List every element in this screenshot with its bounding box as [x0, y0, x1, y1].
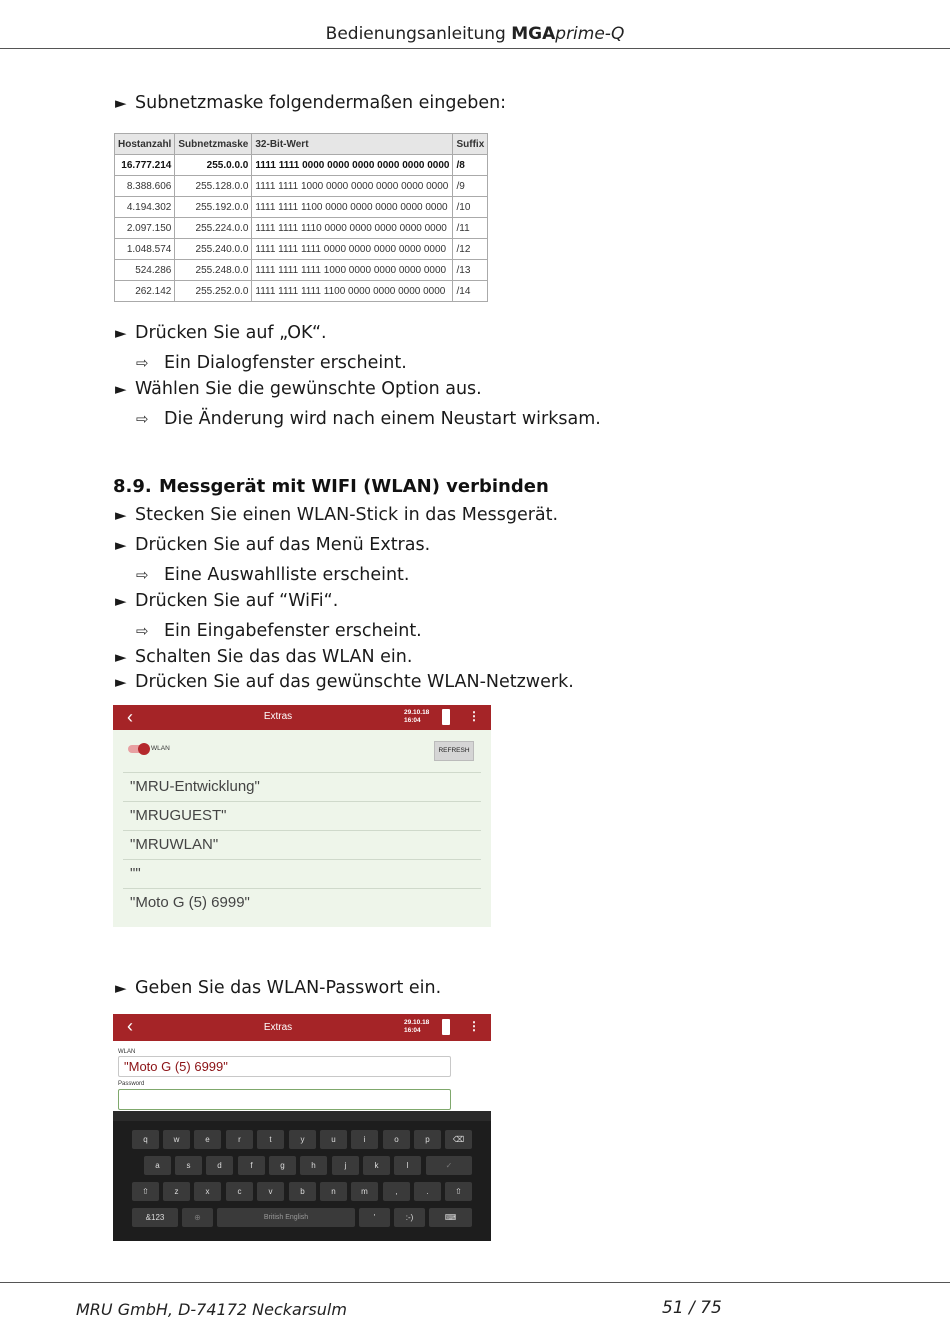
network-item[interactable]: "MRU-Entwicklung" — [123, 772, 481, 800]
result-arrow-icon: ⇨ — [136, 566, 149, 584]
step-select-network: ► Drücken Sie auf das gewünschte WLAN-Netzwerk. — [115, 672, 574, 692]
table-header-cell: 32-Bit-Wert — [252, 134, 453, 155]
subnet-table-image — [114, 133, 488, 307]
wlan-password-screenshot — [113, 1014, 491, 1241]
enter-key-check-icon[interactable]: ✓ — [426, 1156, 472, 1175]
wlan-toggle-label: WLAN — [151, 745, 170, 752]
table-cell: 1111 1111 1110 0000 0000 0000 0000 0000 — [252, 218, 453, 239]
battery-icon — [442, 1019, 450, 1035]
table-row — [115, 281, 488, 302]
table-cell: 8.388.606 — [115, 176, 175, 197]
symbols-key[interactable]: &123 — [132, 1208, 178, 1227]
network-item[interactable]: "MRUWLAN" — [123, 830, 481, 858]
key-comma[interactable]: , — [383, 1182, 410, 1201]
table-cell: 1111 1111 1111 1000 0000 0000 0000 0000 — [252, 260, 453, 281]
table-cell: 255.252.0.0 — [175, 281, 252, 302]
step-enter-password: ► Geben Sie das WLAN-Passwort ein. — [115, 978, 442, 998]
more-menu-icon[interactable]: ⋮ — [468, 1019, 480, 1033]
key-u[interactable]: u — [320, 1130, 347, 1149]
step-press-ok: ► Drücken Sie auf „OK“. — [115, 323, 327, 343]
network-item[interactable]: "MRUGUEST" — [123, 801, 481, 829]
section-number: 8.9. — [113, 476, 152, 497]
key-q[interactable]: q — [132, 1130, 159, 1149]
step-arrow-icon: ► — [115, 324, 127, 342]
table-cell: 524.286 — [115, 260, 175, 281]
table-cell: 255.192.0.0 — [175, 197, 252, 218]
step-insert-stick: ► Stecken Sie einen WLAN-Stick in das Messgerät. — [115, 505, 559, 525]
table-cell: 1111 1111 1111 0000 0000 0000 0000 0000 — [252, 239, 453, 260]
network-item[interactable]: "" — [123, 859, 481, 887]
on-screen-keyboard — [113, 1111, 491, 1241]
result-arrow-icon: ⇨ — [136, 622, 149, 640]
step-arrow-icon: ► — [115, 648, 127, 666]
table-cell: 1111 1111 1000 0000 0000 0000 0000 0000 — [252, 176, 453, 197]
date-time: 29.10.18 16:04 — [404, 1019, 430, 1034]
key-d[interactable]: d — [206, 1156, 233, 1175]
key-a[interactable]: a — [144, 1156, 171, 1175]
header-model: prime-Q — [555, 24, 625, 44]
table-cell: 1.048.574 — [115, 239, 175, 260]
step-select-option: ► Wählen Sie die gewünschte Option aus. — [115, 379, 482, 399]
step-arrow-icon: ► — [115, 94, 127, 112]
back-arrow-icon[interactable]: ‹ — [127, 707, 133, 727]
table-cell: 255.224.0.0 — [175, 218, 252, 239]
footer-company: MRU GmbH, D-74172 Neckarsulm — [76, 1300, 347, 1319]
table-cell: 255.240.0.0 — [175, 239, 252, 260]
smiley-key[interactable]: :-) — [394, 1208, 425, 1227]
key-c[interactable]: c — [226, 1182, 253, 1201]
table-cell: /9 — [453, 176, 488, 197]
table-row — [115, 155, 488, 176]
step-arrow-icon: ► — [115, 592, 127, 610]
key-p[interactable]: p — [414, 1130, 441, 1149]
table-cell: /11 — [453, 218, 488, 239]
more-menu-icon[interactable]: ⋮ — [468, 709, 480, 723]
key-w[interactable]: w — [163, 1130, 190, 1149]
key-e[interactable]: e — [194, 1130, 221, 1149]
step-subnet-intro: ► Subnetzmaske folgendermaßen eingeben: — [115, 93, 507, 113]
shift-right-key-icon[interactable]: ⇧ — [445, 1182, 472, 1201]
key-h[interactable]: h — [300, 1156, 327, 1175]
table-cell: 4.194.302 — [115, 197, 175, 218]
key-t[interactable]: t — [257, 1130, 284, 1149]
shift-left-key-icon[interactable]: ⇧ — [132, 1182, 159, 1201]
wlan-toggle[interactable] — [128, 745, 148, 753]
result-dialog: ⇨ Ein Dialogfenster erscheint. — [136, 353, 407, 373]
table-cell: 255.0.0.0 — [175, 155, 252, 176]
page-header — [0, 24, 950, 44]
key-l[interactable]: l — [394, 1156, 421, 1175]
apostrophe-key[interactable]: ' — [359, 1208, 390, 1227]
table-cell: 262.142 — [115, 281, 175, 302]
table-row — [115, 218, 488, 239]
header-brand: MGA — [511, 24, 556, 44]
table-cell: /10 — [453, 197, 488, 218]
table-cell: 2.097.150 — [115, 218, 175, 239]
table-header-cell: Suffix — [453, 134, 488, 155]
wlan-list-screenshot — [113, 705, 491, 927]
result-arrow-icon: ⇨ — [136, 410, 149, 428]
header-prefix: Bedienungsanleitung — [325, 24, 512, 44]
refresh-button[interactable]: REFRESH — [434, 741, 474, 761]
globe-key-icon[interactable]: ⊕ — [182, 1208, 213, 1227]
footer-divider — [0, 1282, 950, 1283]
table-row — [115, 239, 488, 260]
key-n[interactable]: n — [320, 1182, 347, 1201]
result-selection-list: ⇨ Eine Auswahlliste erscheint. — [136, 565, 410, 585]
back-arrow-icon[interactable]: ‹ — [127, 1016, 133, 1036]
key-period[interactable]: . — [414, 1182, 441, 1201]
header-divider — [0, 48, 950, 49]
step-arrow-icon: ► — [115, 673, 127, 691]
step-press-extras: ► Drücken Sie auf das Menü Extras. — [115, 535, 431, 555]
table-header-cell: Hostanzahl — [115, 134, 175, 155]
key-s[interactable]: s — [175, 1156, 202, 1175]
backspace-key-icon[interactable]: ⌫ — [445, 1130, 472, 1149]
screen-title: Extras — [263, 711, 293, 722]
network-item[interactable]: "Moto G (5) 6999" — [123, 888, 481, 916]
key-z[interactable]: z — [163, 1182, 190, 1201]
table-cell: /12 — [453, 239, 488, 260]
app-top-bar — [113, 705, 491, 730]
table-cell: /13 — [453, 260, 488, 281]
date-time: 29.10.18 16:04 — [404, 709, 430, 724]
step-arrow-icon: ► — [115, 506, 127, 524]
step-arrow-icon: ► — [115, 380, 127, 398]
key-j[interactable]: j — [332, 1156, 359, 1175]
table-cell: 1111 1111 1111 1100 0000 0000 0000 0000 — [252, 281, 453, 302]
password-field[interactable] — [118, 1089, 451, 1110]
table-cell: /14 — [453, 281, 488, 302]
key-i[interactable]: i — [351, 1130, 378, 1149]
table-row — [115, 176, 488, 197]
step-press-wifi: ► Drücken Sie auf “WiFi“. — [115, 591, 339, 611]
space-key[interactable]: British English — [217, 1208, 355, 1227]
subnet-table — [114, 133, 488, 302]
table-cell: 255.248.0.0 — [175, 260, 252, 281]
key-x[interactable]: x — [194, 1182, 221, 1201]
keyboard-top-strip — [113, 1111, 491, 1121]
result-restart: ⇨ Die Änderung wird nach einem Neustart wirksam. — [136, 409, 601, 429]
table-cell: 16.777.214 — [115, 155, 175, 176]
screen-title: Extras — [263, 1022, 293, 1033]
key-m[interactable]: m — [351, 1182, 378, 1201]
table-row — [115, 197, 488, 218]
result-input-window: ⇨ Ein Eingabefenster erscheint. — [136, 621, 422, 641]
password-field-label: Password — [118, 1081, 145, 1087]
table-cell: 1111 1111 1100 0000 0000 0000 0000 0000 — [252, 197, 453, 218]
step-enable-wlan: ► Schalten Sie das das WLAN ein. — [115, 647, 413, 667]
table-cell: 1111 1111 0000 0000 0000 0000 0000 0000 — [252, 155, 453, 176]
keyboard-hide-key-icon[interactable]: ⌨ — [429, 1208, 472, 1227]
key-b[interactable]: b — [289, 1182, 316, 1201]
key-y[interactable]: y — [289, 1130, 316, 1149]
battery-icon — [442, 709, 450, 725]
footer-page-number: 51 / 75 — [662, 1298, 722, 1318]
table-header-row — [115, 134, 488, 155]
wlan-field-label: WLAN — [118, 1049, 136, 1055]
toggle-knob — [138, 743, 150, 755]
table-cell: 255.128.0.0 — [175, 176, 252, 197]
result-arrow-icon: ⇨ — [136, 354, 149, 372]
table-row — [115, 260, 488, 281]
app-top-bar — [113, 1014, 491, 1041]
step-arrow-icon: ► — [115, 979, 127, 997]
key-r[interactable]: r — [226, 1130, 253, 1149]
section-heading — [113, 476, 549, 497]
key-k[interactable]: k — [363, 1156, 390, 1175]
step-arrow-icon: ► — [115, 536, 127, 554]
key-o[interactable]: o — [383, 1130, 410, 1149]
wlan-name-field[interactable]: "Moto G (5) 6999" — [118, 1056, 451, 1077]
key-v[interactable]: v — [257, 1182, 284, 1201]
table-header-cell: Subnetzmaske — [175, 134, 252, 155]
section-title: Messgerät mit WIFI (WLAN) verbinden — [159, 476, 549, 497]
key-f[interactable]: f — [238, 1156, 265, 1175]
table-cell: /8 — [453, 155, 488, 176]
key-g[interactable]: g — [269, 1156, 296, 1175]
